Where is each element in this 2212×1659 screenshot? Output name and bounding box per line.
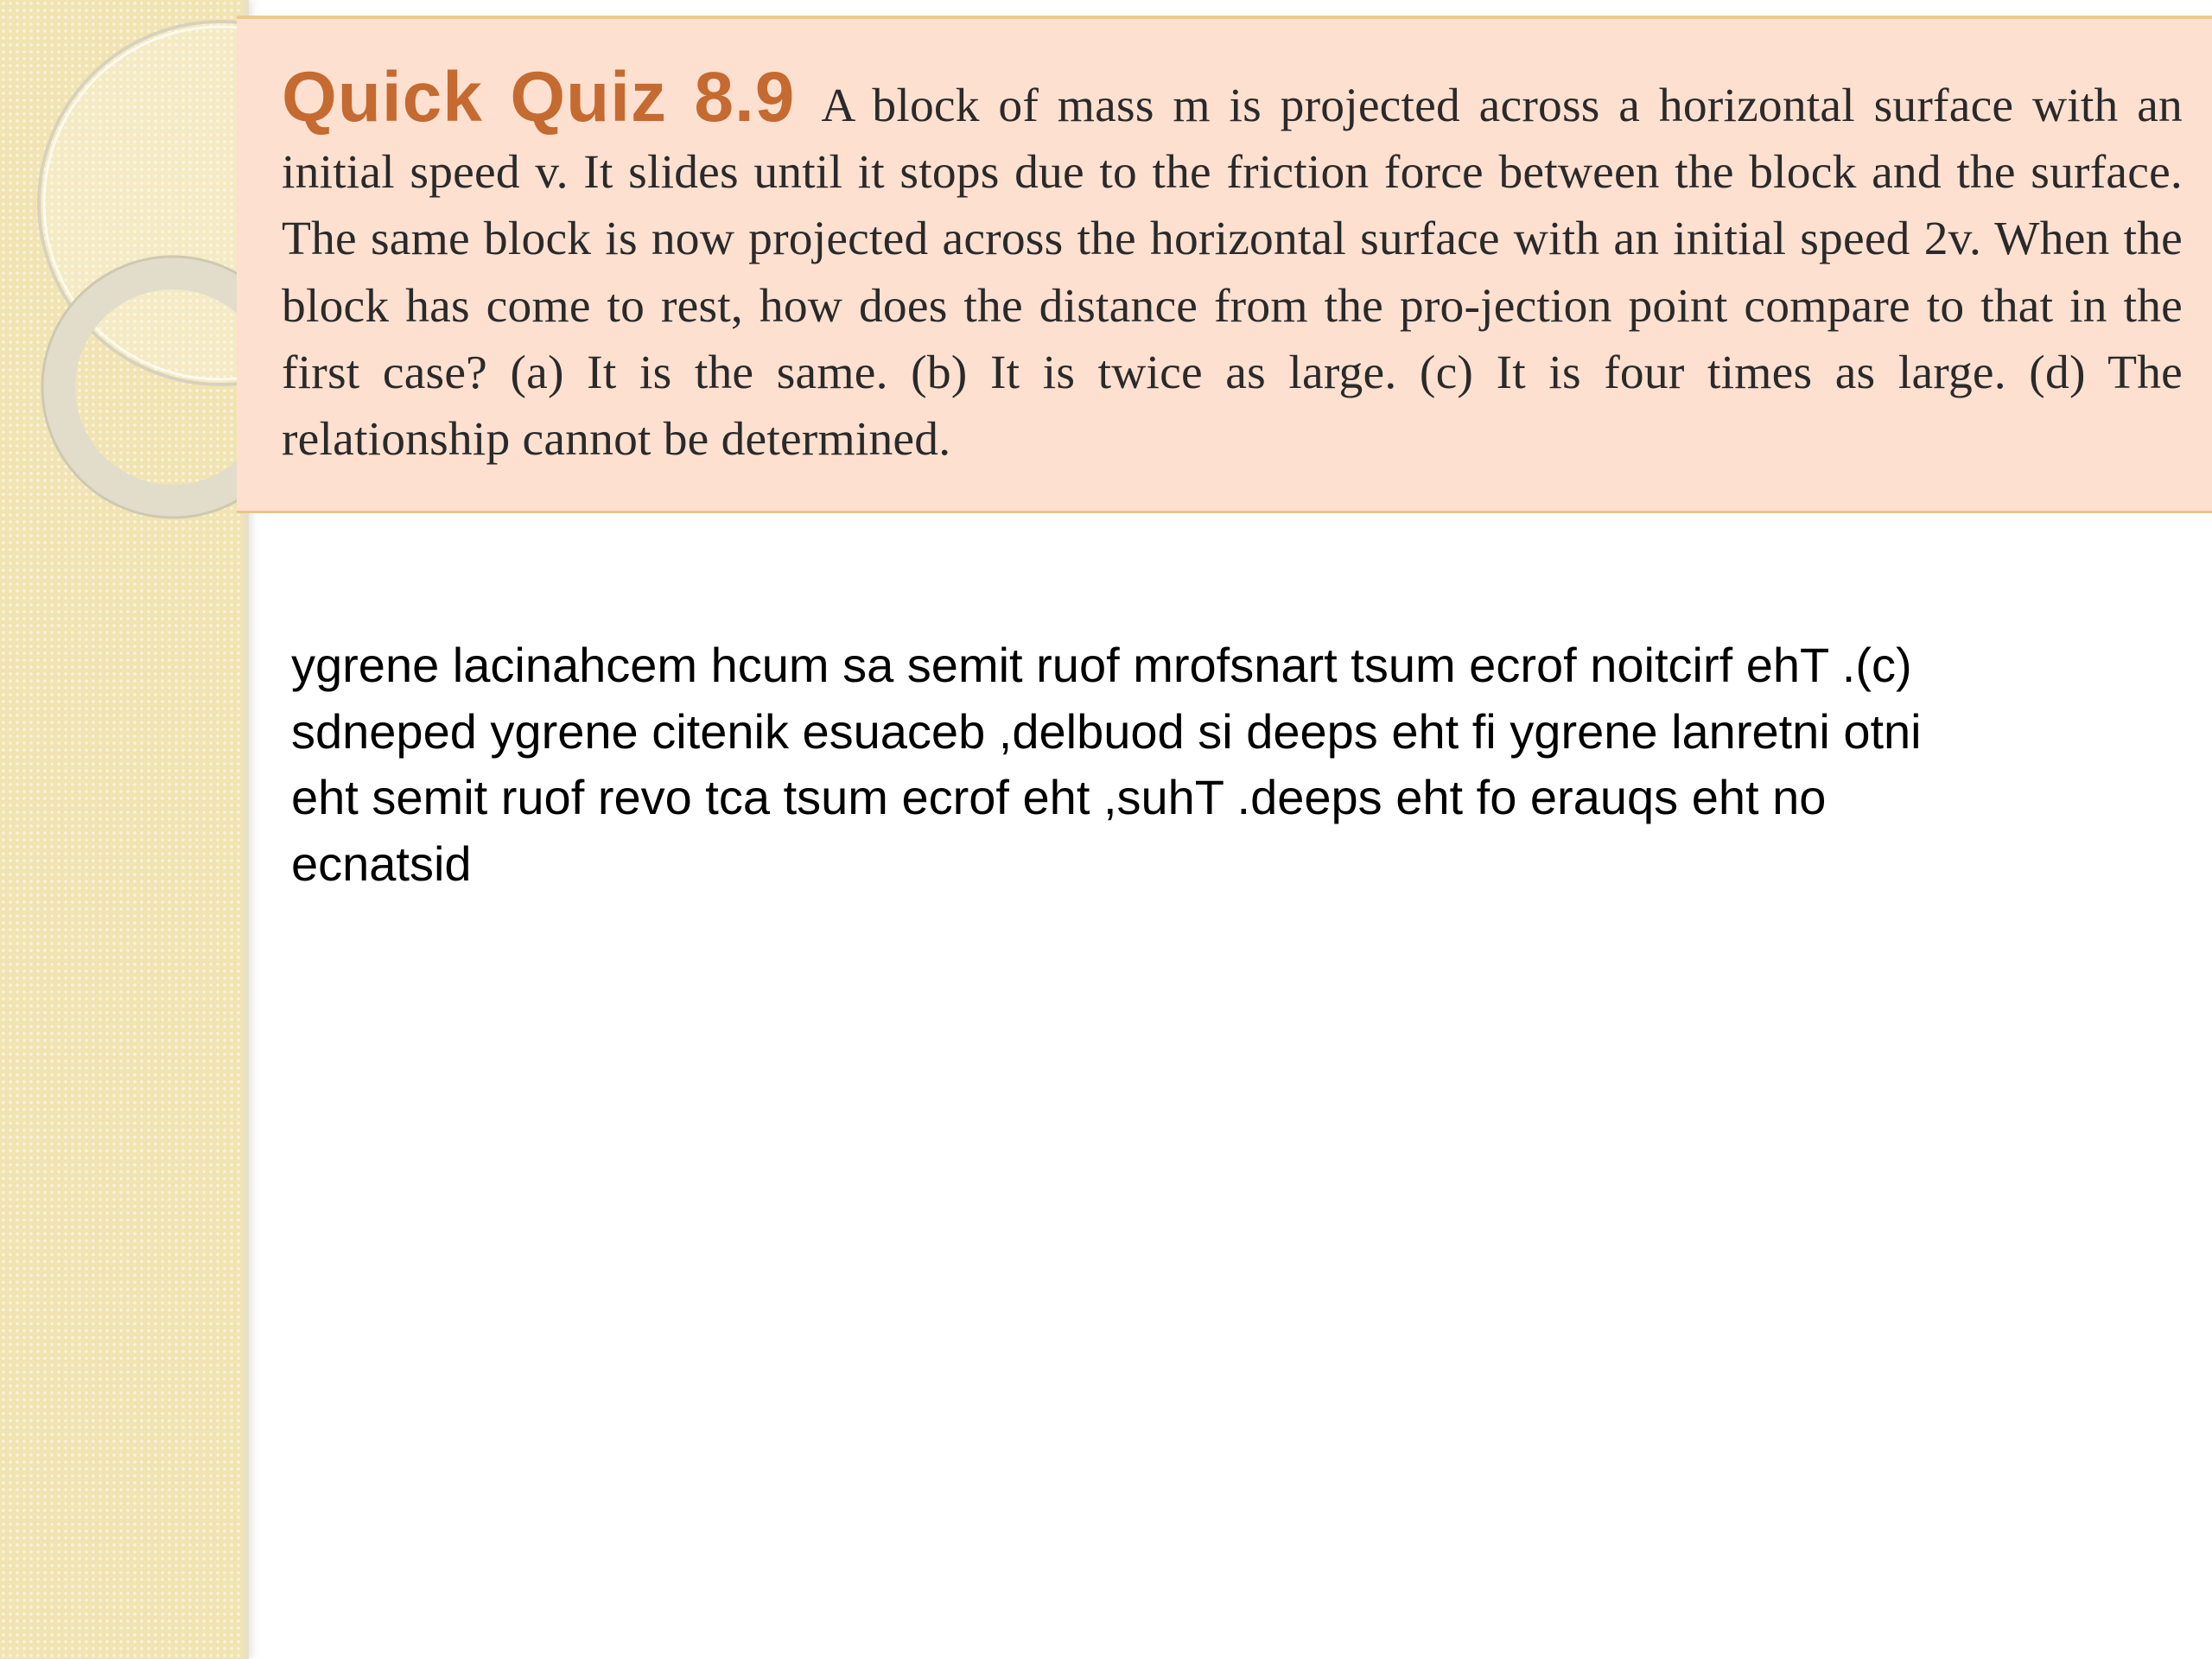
quiz-question: A block of mass m is projected across a horizontal surface with an initial speed v. It slides until it stops due to the friction force between the block and the surface. The same block is now projected across the horizontal surface with an initial speed 2v. When the block has come to rest, how does the distance from the pro-jection point compare to that in the first case? (a) It is the same. (b) It is twice as large. (c) It is four times as large. (d) The relationship cannot be determined.: [282, 79, 2183, 467]
quick-quiz-box: [237, 16, 2212, 513]
answer-text: [291, 632, 2158, 897]
answer-line: eht semit ruof revo tca tsum ecrof eht ,suhT .deeps eht fo erauqs eht no: [291, 770, 1827, 824]
quiz-title: Quick Quiz 8.9: [282, 58, 796, 137]
answer-line: sdneped ygrene citenik esuaceb ,delbuod si deeps eht fi ygrene lanretni otni: [291, 703, 1922, 759]
answer-line: ecnatsid: [291, 836, 472, 891]
decorative-rings: [0, 0, 259, 553]
answer-line: ygrene lacinahcem hcum sa semit ruof mrofsnart tsum ecrof noitcirf ehT .(c): [291, 638, 1912, 692]
quiz-text: [282, 58, 2183, 473]
